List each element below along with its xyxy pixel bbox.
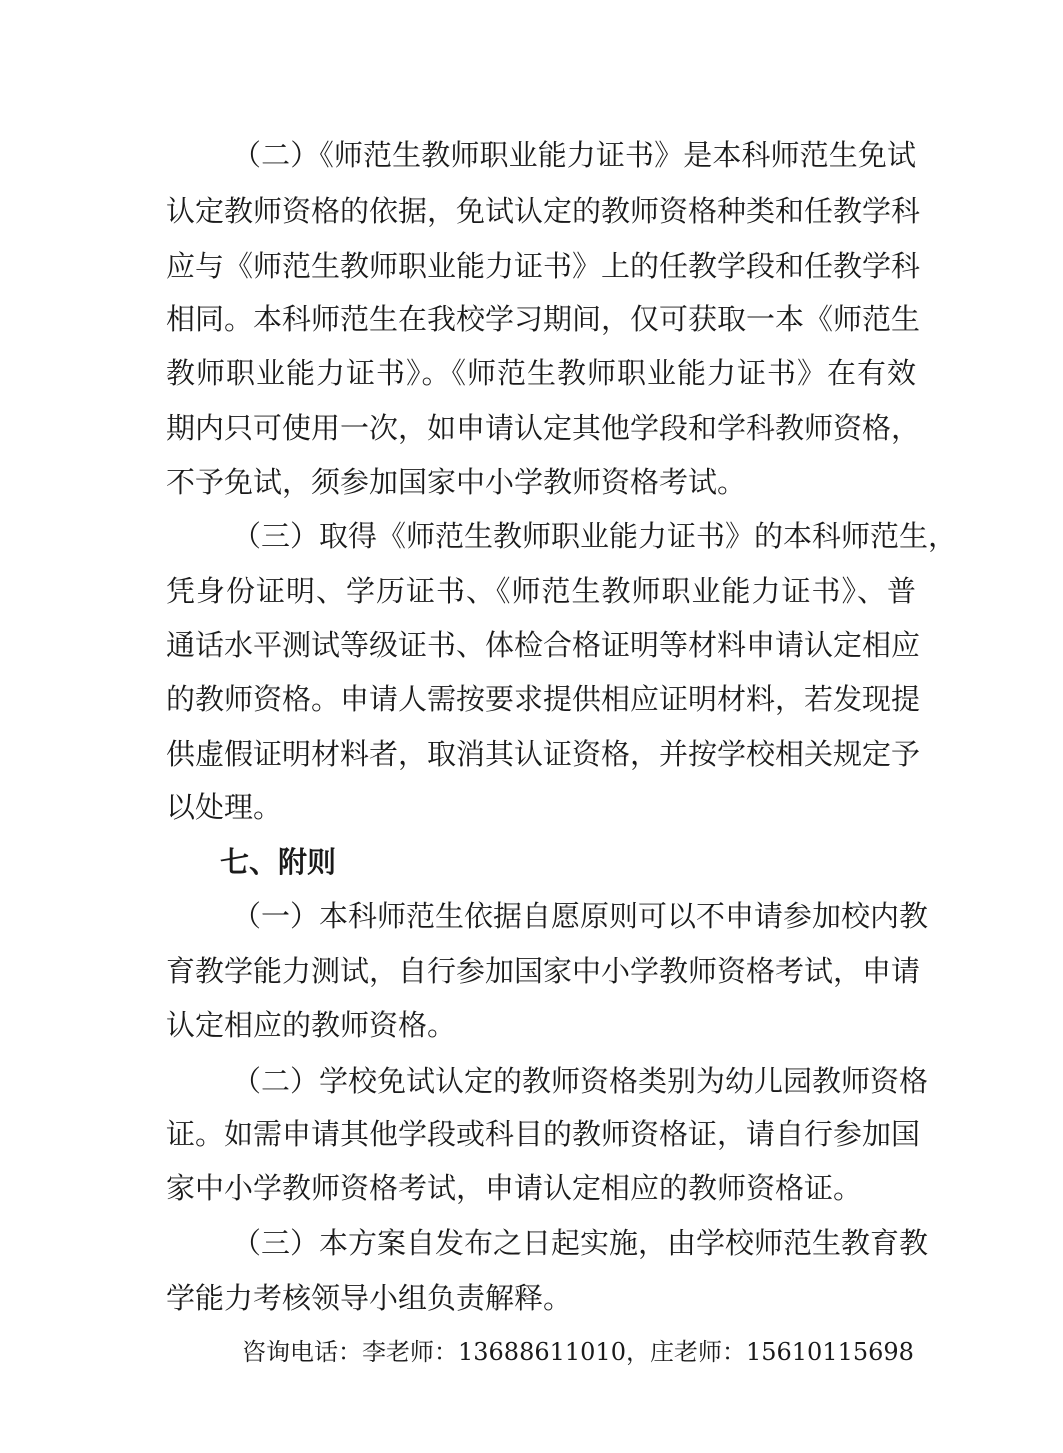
paragraph-line: 证。如需申请其他学段或科目的教师资格证，请自行参加国 [166, 1117, 921, 1151]
paragraph-line: 认定教师资格的依据，免试认定的教师资格种类和任教学科 [166, 194, 921, 228]
paragraph-line: 凭身份证明、学历证书、《师范生教师职业能力证书》、普 [166, 574, 916, 608]
paragraph-line: 以处理。 [166, 790, 283, 824]
paragraph-line: 认定相应的教师资格。 [166, 1008, 457, 1042]
paragraph-line: （二）《师范生教师职业能力证书》是本科师范生免试 [232, 138, 916, 172]
paragraph-line: 通话水平测试等级证书、体检合格证明等材料申请认定相应 [166, 628, 921, 662]
paragraph-line: 家中小学教师资格考试，申请认定相应的教师资格证。 [166, 1171, 863, 1205]
section-heading: 七、附则 [220, 845, 337, 879]
paragraph-line: 的教师资格。申请人需按要求提供相应证明材料，若发现提 [166, 682, 921, 716]
paragraph-line: 教师职业能力证书》。《师范生教师职业能力证书》在有效 [166, 356, 916, 390]
paragraph-line: 供虚假证明材料者，取消其认证资格，并按学校相关规定予 [166, 737, 921, 771]
paragraph-line: 期内只可使用一次，如申请认定其他学段和学科教师资格， [166, 411, 921, 445]
paragraph-line: 育教学能力测试，自行参加国家中小学教师资格考试，申请 [166, 954, 921, 988]
paragraph-line: （一）本科师范生依据自愿原则可以不申请参加校内教 [232, 899, 929, 933]
contact-phone: 咨询电话：李老师：13688611010，庄老师：15610115698 [242, 1338, 914, 1366]
paragraph-line: 学能力考核领导小组负责解释。 [166, 1281, 573, 1315]
paragraph-line: 应与《师范生教师职业能力证书》上的任教学段和任教学科 [166, 249, 921, 283]
paragraph-line: 相同。本科师范生在我校学习期间，仅可获取一本《师范生 [166, 302, 921, 336]
paragraph-line: （二）学校免试认定的教师资格类别为幼儿园教师资格 [232, 1064, 929, 1098]
paragraph-line: （三）取得《师范生教师职业能力证书》的本科师范生， [232, 519, 958, 553]
paragraph-line: （三）本方案自发布之日起实施，由学校师范生教育教 [232, 1226, 929, 1260]
paragraph-line: 不予免试，须参加国家中小学教师资格考试。 [166, 465, 747, 499]
